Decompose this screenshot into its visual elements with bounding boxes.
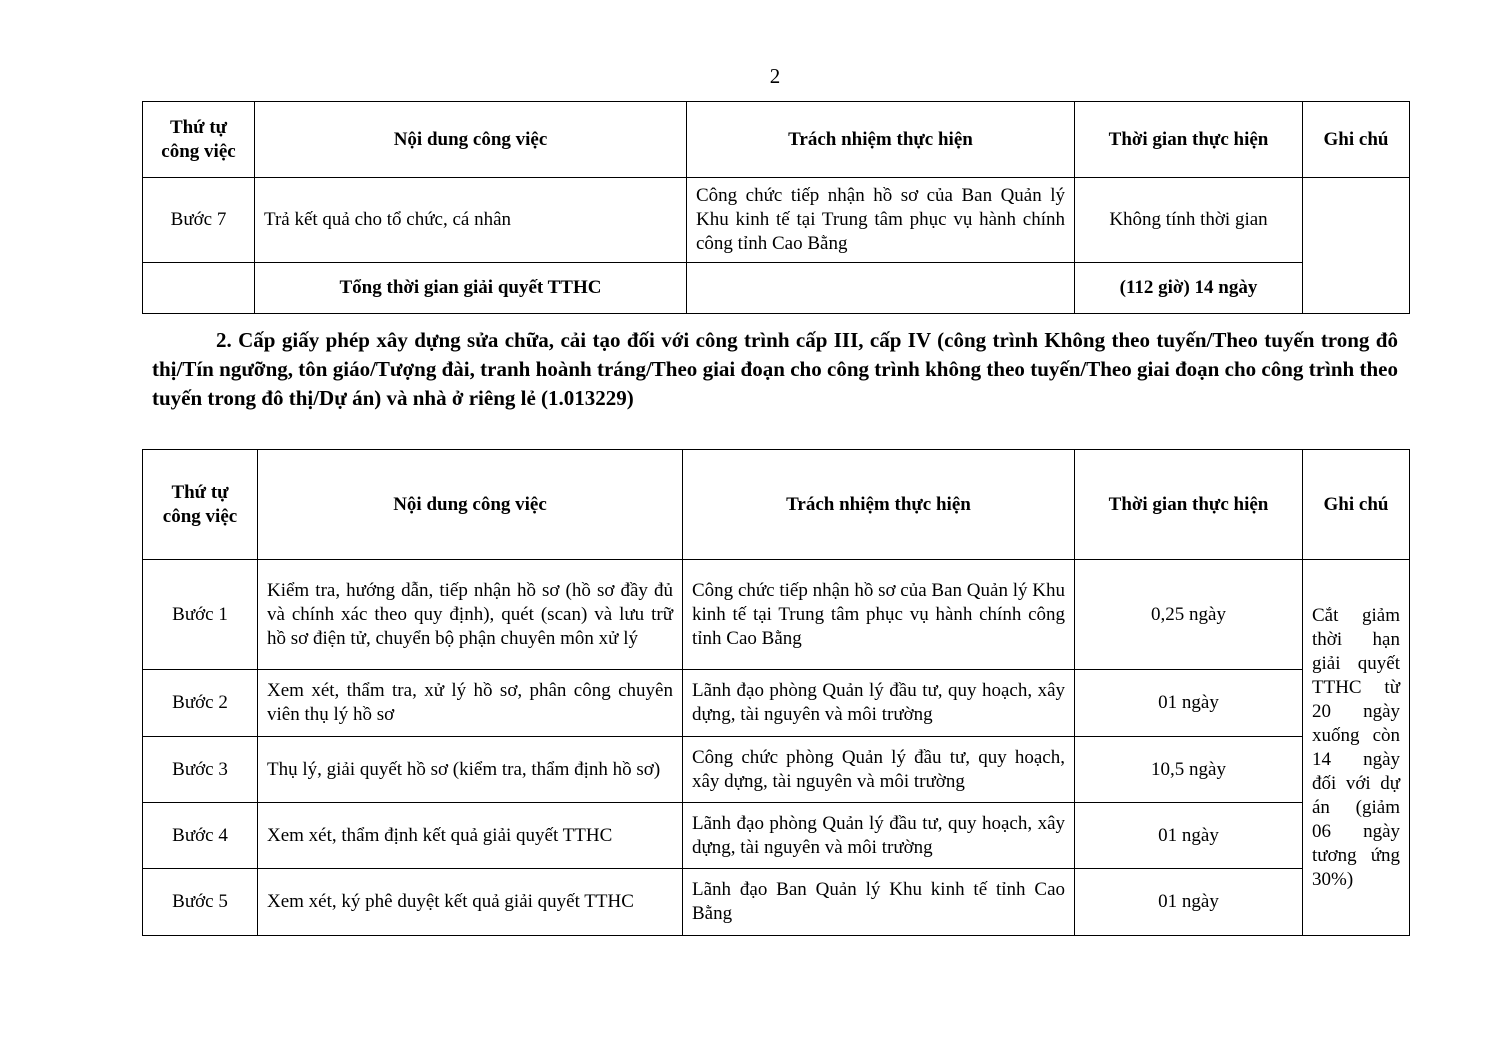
header-responsible: Trách nhiệm thực hiện xyxy=(687,102,1075,178)
table-row xyxy=(143,737,1410,803)
header-responsible: Trách nhiệm thực hiện xyxy=(683,450,1075,560)
empty-cell xyxy=(687,263,1075,314)
step-cell: Bước 3 xyxy=(143,737,258,803)
table-row xyxy=(143,670,1410,737)
total-row xyxy=(143,263,1410,314)
table-header-row xyxy=(143,102,1410,178)
responsible-cell: Công chức tiếp nhận hồ sơ của Ban Quản lý Khu kinh tế tại Trung tâm phục vụ hành chính công tỉnh Cao Bằng xyxy=(687,178,1075,263)
total-time: (112 giờ) 14 ngày xyxy=(1075,263,1303,314)
step-cell: Bước 5 xyxy=(143,869,258,936)
page-number: 2 xyxy=(769,64,781,88)
content-cell: Trả kết quả cho tổ chức, cá nhân xyxy=(255,178,687,263)
time-cell: 01 ngày xyxy=(1075,869,1303,936)
content-cell: Xem xét, thẩm tra, xử lý hồ sơ, phân công chuyên viên thụ lý hồ sơ xyxy=(258,670,683,737)
time-cell: Không tính thời gian xyxy=(1075,178,1303,263)
table-row xyxy=(143,803,1410,869)
step-cell: Bước 4 xyxy=(143,803,258,869)
procedure-table-2 xyxy=(142,449,1410,936)
step-cell: Bước 7 xyxy=(143,178,255,263)
content-cell: Xem xét, ký phê duyệt kết quả giải quyết TTHC xyxy=(258,869,683,936)
empty-cell xyxy=(143,263,255,314)
header-content: Nội dung công việc xyxy=(258,450,683,560)
content-cell: Thụ lý, giải quyết hồ sơ (kiểm tra, thẩm định hồ sơ) xyxy=(258,737,683,803)
header-step-order: Thứ tự công việc xyxy=(143,450,258,560)
responsible-cell: Công chức tiếp nhận hồ sơ của Ban Quản lý Khu kinh tế tại Trung tâm phục vụ hành chính công tỉnh Cao Bằng xyxy=(683,560,1075,670)
content-cell: Xem xét, thẩm định kết quả giải quyết TTHC xyxy=(258,803,683,869)
content-cell: Kiểm tra, hướng dẫn, tiếp nhận hồ sơ (hồ sơ đầy đủ và chính xác theo quy định), quét (scan) và lưu trữ hồ sơ điện tử, chuyển bộ phận chuyên môn xử lý xyxy=(258,560,683,670)
responsible-cell: Công chức phòng Quản lý đầu tư, quy hoạch, xây dựng, tài nguyên và môi trường xyxy=(683,737,1075,803)
time-cell: 10,5 ngày xyxy=(1075,737,1303,803)
note-cell xyxy=(1303,178,1410,314)
time-cell: 01 ngày xyxy=(1075,670,1303,737)
table-row xyxy=(143,178,1410,263)
header-note: Ghi chú xyxy=(1303,450,1410,560)
table-row xyxy=(143,560,1410,670)
procedure-table-1 xyxy=(142,101,1410,314)
time-cell: 0,25 ngày xyxy=(1075,560,1303,670)
table-row xyxy=(143,869,1410,936)
note-cell: Cắt giảm thời hạn giải quyết TTHC từ 20 ngày xuống còn 14 ngày đối với dự án (giảm 06 ngày tương ứng 30%) xyxy=(1303,560,1410,936)
responsible-cell: Lãnh đạo phòng Quản lý đầu tư, quy hoạch, xây dựng, tài nguyên và môi trường xyxy=(683,670,1075,737)
header-note: Ghi chú xyxy=(1303,102,1410,178)
responsible-cell: Lãnh đạo phòng Quản lý đầu tư, quy hoạch, xây dựng, tài nguyên và môi trường xyxy=(683,803,1075,869)
time-cell: 01 ngày xyxy=(1075,803,1303,869)
section-heading: 2. Cấp giấy phép xây dựng sửa chữa, cải tạo đối với công trình cấp III, cấp IV (công trình Không theo tuyến/Theo tuyến trong đô thị/Tín ngưỡng, tôn giáo/Tượng đài, tranh hoành tráng/Theo giai đoạn cho công trình không theo tuyến/Theo giai đoạn cho công trình theo tuyến trong đô thị/Dự án) và nhà ở riêng lẻ (1.013229) xyxy=(152,328,1398,410)
table-header-row xyxy=(143,450,1410,560)
header-time: Thời gian thực hiện xyxy=(1075,450,1303,560)
responsible-cell: Lãnh đạo Ban Quản lý Khu kinh tế tỉnh Cao Bằng xyxy=(683,869,1075,936)
total-label: Tổng thời gian giải quyết TTHC xyxy=(255,263,687,314)
step-cell: Bước 1 xyxy=(143,560,258,670)
header-content: Nội dung công việc xyxy=(255,102,687,178)
header-step-order: Thứ tự công việc xyxy=(143,102,255,178)
header-time: Thời gian thực hiện xyxy=(1075,102,1303,178)
step-cell: Bước 2 xyxy=(143,670,258,737)
